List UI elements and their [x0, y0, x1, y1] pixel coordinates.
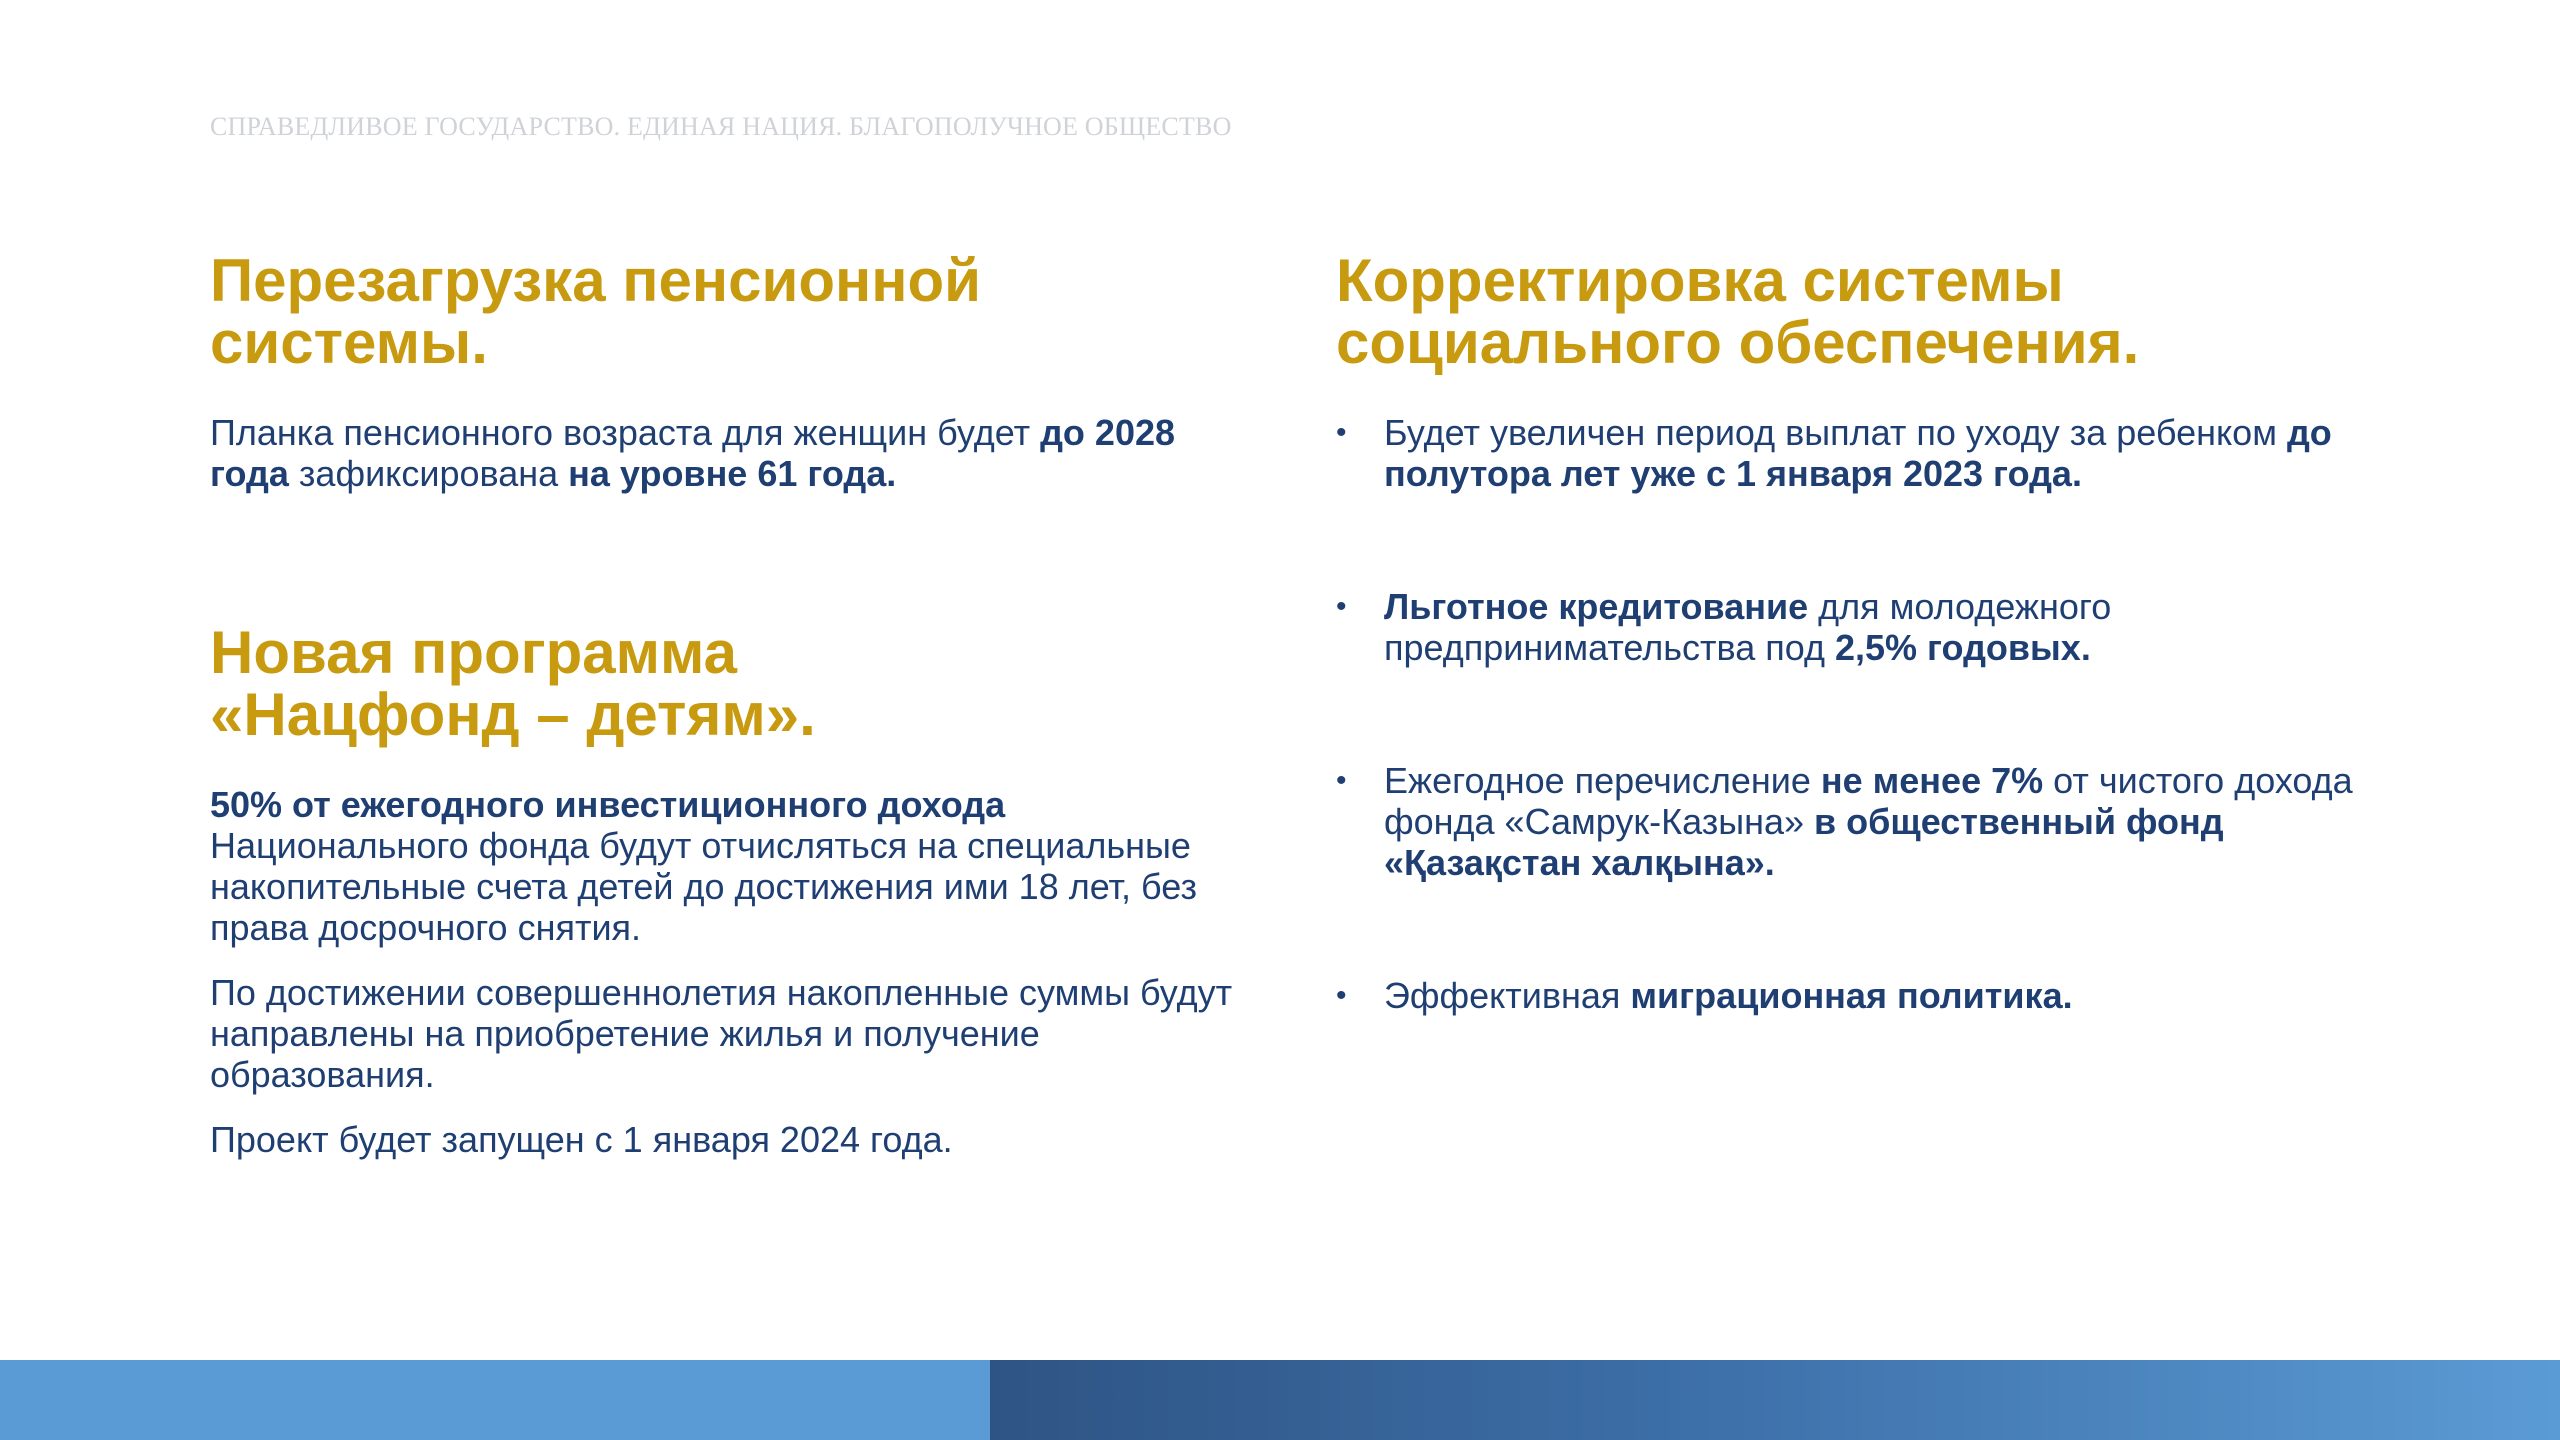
social-security-heading: Корректировка системы социального обеспечения.: [1336, 247, 2140, 376]
list-item-youth-credit: • Льготное кредитование для молодежного предпринимательства под 2,5% годовых.: [1336, 586, 2112, 668]
pension-age-paragraph: Планка пенсионного возраста для женщин будет до 2028 года зафиксирована на уровне 61 года.: [210, 412, 1176, 494]
bullet-icon: •: [1336, 590, 1347, 623]
natfund-children-heading: Новая программа «Нацфонд – детям».: [210, 619, 816, 748]
bullet-icon: •: [1336, 416, 1347, 449]
natfund-launch-paragraph: Проект будет запущен с 1 января 2024 года.: [210, 1119, 953, 1160]
list-item-samruk-transfer: • Ежегодное перечисление не менее 7% от чистого дохода фонда «Самрук-Казына» в общественный фонд «Қазақстан халқына».: [1336, 760, 2353, 883]
header-tagline: СПРАВЕДЛИВОЕ ГОСУДАРСТВО. ЕДИНАЯ НАЦИЯ. БЛАГОПОЛУЧНОЕ ОБЩЕСТВО: [210, 112, 1232, 141]
pension-reset-heading: Перезагрузка пенсионной системы.: [210, 247, 982, 376]
natfund-adulthood-paragraph: По достижении совершеннолетия накопленные суммы будут направлены на приобретение жилья и получение образования.: [210, 972, 1233, 1095]
footer-bar-right: [990, 1360, 2560, 1440]
social-security-list: [1336, 412, 2416, 1016]
list-item-childcare: • Будет увеличен период выплат по уходу за ребенком до полутора лет уже с 1 января 2023 года.: [1336, 412, 2332, 494]
bullet-icon: •: [1336, 979, 1347, 1012]
right-column: [1336, 247, 2416, 1108]
footer-bar-left: [0, 1360, 990, 1440]
list-item-migration: • Эффективная миграционная политика.: [1336, 975, 2073, 1016]
left-column: [210, 247, 1250, 1160]
bullet-icon: •: [1336, 764, 1347, 797]
natfund-income-paragraph: 50% от ежегодного инвестиционного дохода Национального фонда будут отчисляться на специальные накопительные счета детей до достижения ими 18 лет, без права досрочного снятия.: [210, 784, 1198, 948]
